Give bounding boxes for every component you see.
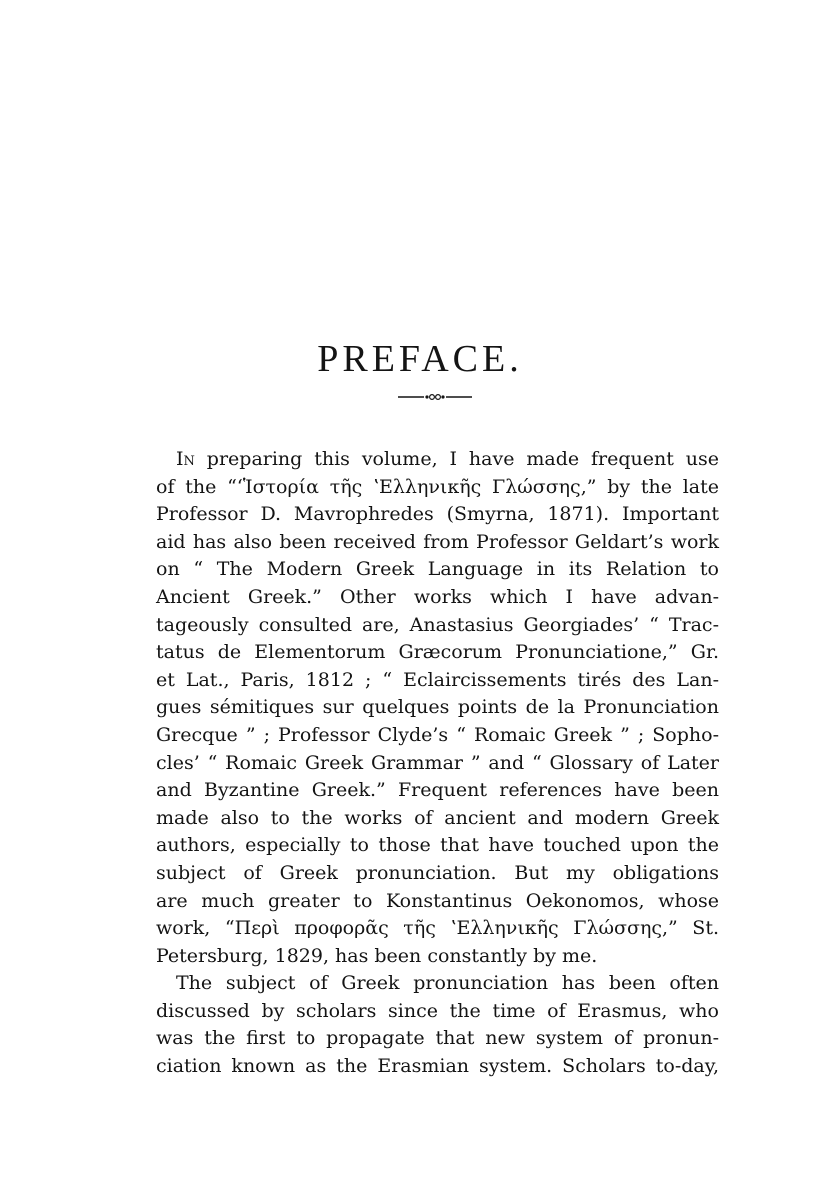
text-line: subject of Greek pronunciation. But my obligations	[156, 861, 719, 884]
text-line: Petersburg, 1829, has been constantly by me.	[156, 944, 598, 967]
text-line: ciation known as the Erasmian system. Scholars to-day,	[156, 1055, 719, 1078]
text-line: Grecque ” ; Professor Clyde’s “ Romaic Greek ” ; Sopho-	[156, 723, 719, 746]
text-line: Professor D. Mavrophredes (Smyrna, 1871). Important	[156, 503, 719, 526]
drop-word: In	[176, 448, 195, 470]
text-line: and Byzantine Greek.” Frequent references have been	[156, 779, 719, 802]
preface-body	[156, 446, 719, 1081]
ornament-divider	[398, 392, 472, 402]
text-line: et Lat., Paris, 1812 ; “ Eclaircissements tirés des Lan-	[156, 668, 719, 691]
text-line: on “ The Modern Greek Language in its Relation to	[156, 558, 719, 581]
text-line: The subject of Greek pronunciation has been often	[176, 972, 719, 995]
text-line: discussed by scholars since the time of Erasmus, who	[156, 999, 719, 1022]
text-line: made also to the works of ancient and modern Greek	[156, 806, 719, 829]
text-line: was the first to propagate that new system of pronun-	[156, 1027, 719, 1050]
text-line: Ancient Greek.” Other works which I have advan-	[156, 585, 719, 608]
page-title: PREFACE.	[317, 338, 523, 381]
text-line: In preparing this volume, I have made frequent use	[176, 448, 719, 470]
text-line: are much greater to Konstantinus Oekonomos, whose	[156, 889, 719, 912]
text-line: tatus de Elementorum Græcorum Pronunciatione,” Gr.	[156, 641, 719, 664]
text-line: authors, especially to those that have touched upon the	[156, 834, 719, 857]
text-line: work, “Περὶ προφορᾶς τῆς ʽΕλληνικῆς Γλώσσης,” St.	[156, 917, 719, 940]
text-line: gues sémitiques sur quelques points de la Pronunciation	[156, 696, 719, 719]
text-line: tageously consulted are, Anastasius Georgiades’ “ Trac-	[156, 613, 719, 636]
text-line: cles’ “ Romaic Greek Grammar ” and “ Glossary of Later	[156, 751, 719, 774]
text-line: aid has also been received from Professor Geldart’s work	[156, 530, 719, 553]
text-line: of the “‘Ἱστορία τῆς ʽΕλληνικῆς Γλώσσης,” by the late	[156, 475, 719, 498]
